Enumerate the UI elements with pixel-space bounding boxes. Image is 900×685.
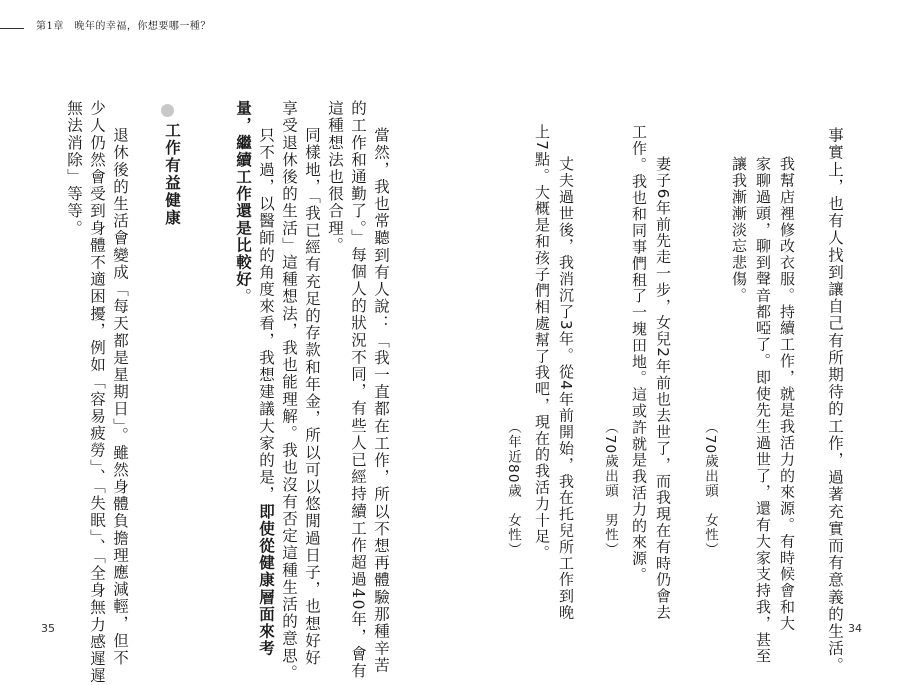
header-rule	[0, 28, 24, 29]
running-header: 第1章 晚年的幸福，你想要哪一種？	[36, 21, 211, 32]
quote1-line-2: 家聊過頭，聊到聲音都啞了。即使先生過世了，還有大家支持我，甚至	[754, 156, 772, 665]
para1-line-3: 這種想法也很合理。	[326, 100, 344, 254]
quote3-line-1: 丈夫過世後，我消沉了3年。從4年前開始，我在托兒所工作到晚	[557, 156, 575, 621]
para3-line-1	[253, 127, 279, 657]
para3-line-2	[230, 100, 256, 305]
para3-bold-1: 即使從健康層面來考	[257, 503, 275, 658]
para1-line-2: 的工作和通勤了。」每個人的狀況不同，有些人已經持續工作超過40年，會有	[349, 100, 367, 680]
para4-line-1: 退休後的生活會變成「每天都是星期日」。雖然身體負擔理應減輕，但不	[111, 127, 129, 667]
quote1-line-3: 讓我漸漸淡忘悲傷。	[730, 156, 748, 304]
quote2-line-2: 工作。我也和同事們租了一塊田地。這或許就是我活力的來源。	[630, 124, 648, 584]
para3-bold-2: 量，繼續工作還是比較好	[234, 100, 252, 289]
para4-line-2: 少人仍然會受到身體不適困擾，例如「容易疲勞」、「失眠」、「全身無力感遲遲	[88, 100, 106, 685]
quote2-attribution: （70歲出頭 男性）	[602, 420, 618, 558]
section-bullet-icon	[161, 104, 174, 117]
quote2-line-1: 妻子6年前先走一步，女兒2年前也去世了，而我現在有時仍會去	[654, 156, 672, 621]
quote3-line-2: 上7點。大概是和孩子們相處幫了我吧，現在的我活力十足。	[533, 124, 551, 562]
quote1-line-1: 我幫店裡修改衣服。持續工作，就是我活力的來源。有時候會和大	[778, 156, 796, 632]
quote3-attribution: （年近80歲 女性）	[505, 420, 521, 558]
intro-line: 事實上，也有人找到讓自己有所期待的工作，過著充實而有意義的生活。	[826, 127, 844, 675]
quote1-attribution: （70歲出頭 女性）	[702, 420, 718, 558]
para2-line-2: 享受退休後的生活」這種想法，我也能理解。我也沒有否定這種生活的意思。	[280, 100, 298, 682]
page-number-right: 34	[848, 622, 862, 635]
para1-line-1: 當然，我也常聽到有人說：「我一直都在工作，所以不想再體驗那種辛苦	[372, 127, 390, 675]
para2-line-1: 同樣地，「我已經有充足的存款和年金，所以可以悠閒過日子，也想好好	[303, 127, 321, 667]
page-number-left: 35	[41, 622, 55, 635]
para3-end: 。	[234, 288, 252, 306]
para3-start: 只不過，以醫師的角度來看，我想建議大家的是，	[257, 127, 275, 504]
section-heading: 工作有益健康	[163, 122, 181, 227]
para4-line-3: 無法消除」等等。	[65, 100, 83, 237]
